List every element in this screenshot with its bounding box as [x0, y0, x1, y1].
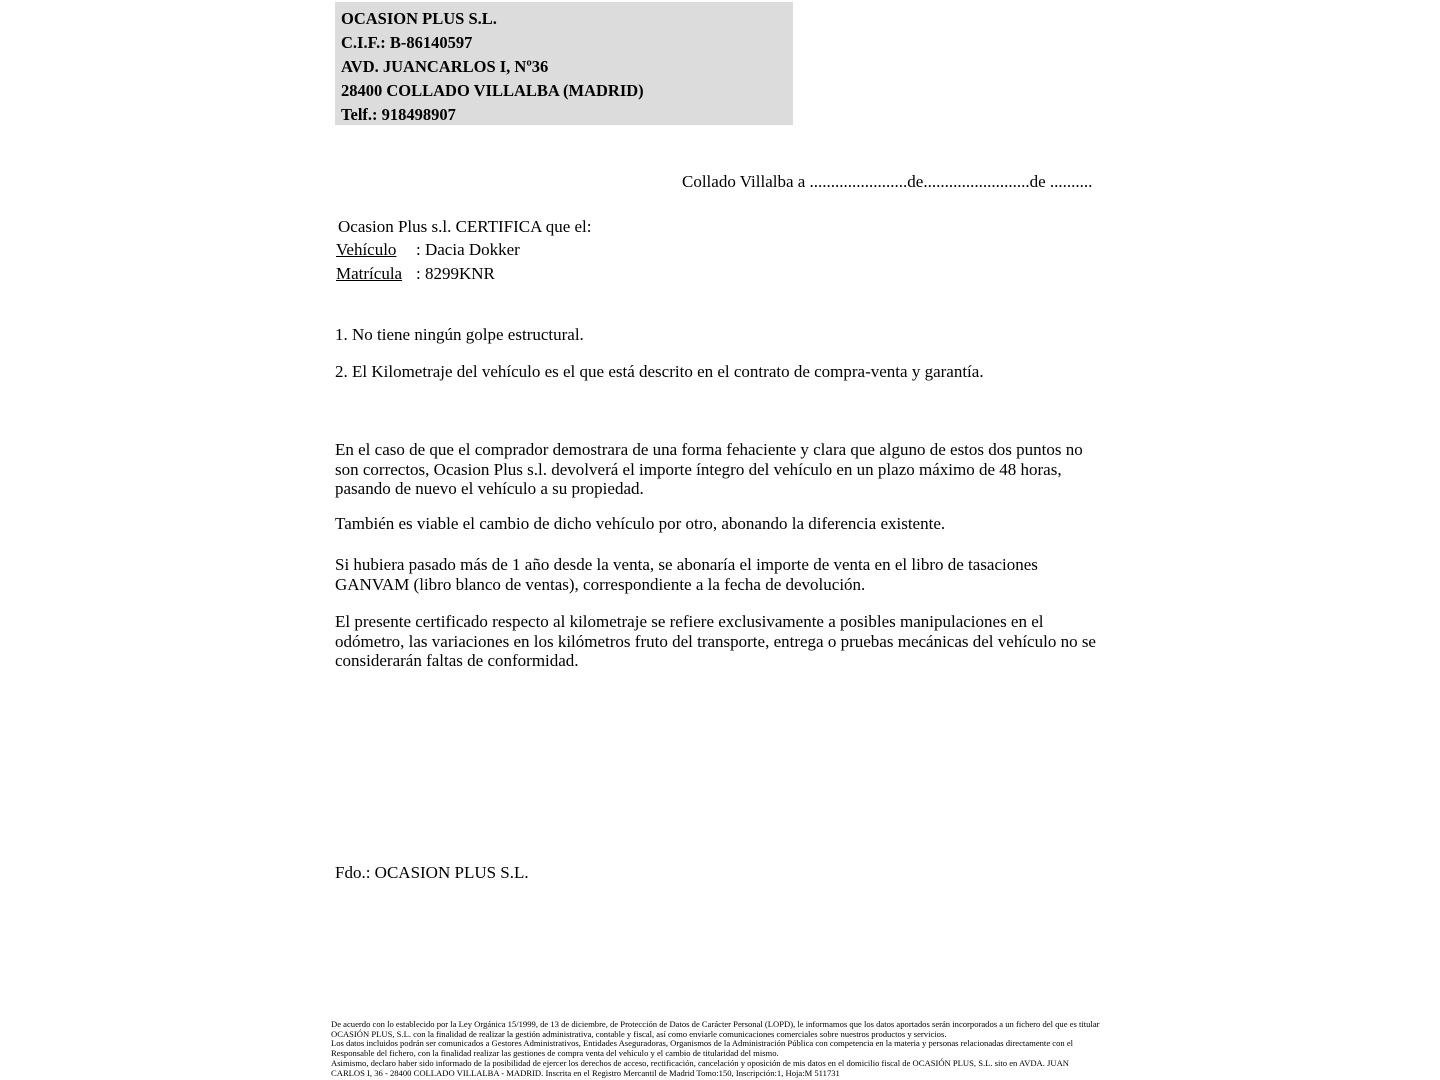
company-city: 28400 COLLADO VILLALBA (MADRID) — [341, 81, 644, 100]
vehicle-value: : Dacia Dokker — [416, 240, 520, 259]
legal-fine-print — [331, 1020, 1103, 1078]
vehicle-row — [336, 240, 520, 260]
terms-paragraph-exchange: También es viable el cambio de dicho vehículo por otro, abonando la diferencia existente. — [335, 514, 946, 533]
company-address: AVD. JUANCARLOS I, Nº36 — [341, 57, 549, 76]
company-phone: Telf.: 918498907 — [341, 105, 456, 124]
plate-value: : 8299KNR — [416, 264, 495, 283]
terms-paragraph-ganvam: Si hubiera pasado más de 1 año desde la venta, se abonaría el importe de venta en el libro de tasaciones GANVAM (libro blanco de ventas), correspondiente a la fecha de devolución. — [335, 555, 1038, 594]
certificate-point-2: 2. El Kilometraje del vehículo es el que está descrito en el contrato de compra-venta y garantía. — [335, 362, 984, 381]
plate-row — [336, 264, 495, 284]
vehicle-label: Vehículo — [336, 240, 397, 259]
certificate-point-1: 1. No tiene ningún golpe estructural. — [335, 325, 584, 344]
company-header-box — [335, 2, 793, 125]
legal-paragraph-data-sharing: Los datos incluidos podrán ser comunicados a Gestores Administrativos, Entidades Aseguradoras, Organismos de la Administración Pública con competencia en la materia y personas relacionadas directamente con el Responsable del fichero, con la finalidad realizar las gestiones de compra venta del vehículo y el cambio de titularidad del mismo. — [331, 1038, 1074, 1059]
legal-paragraph-rights: Asimismo, declaro haber sido informado de la posibilidad de ejercer los derechos de acceso, rectificación, cancelación y oposición de mis datos en el domicilio fiscal de OCASIÓN PLUS, S.L. sito en AVDA. JUAN CARLOS I, 36 - 28400 COLLADO VILLALBA - MADRID. Inscrita en el Registro Mercantil de Madrid Tomo:150, Inscripción:1, Hoja:M 511731 — [331, 1057, 1070, 1078]
company-cif: C.I.F.: B-86140597 — [341, 33, 473, 52]
signature-line: Fdo.: OCASION PLUS S.L. — [335, 863, 529, 882]
terms-paragraph-odometer: El presente certificado respecto al kilometraje se refiere exclusivamente a posibles manipulaciones en el odómetro, las variaciones en los kilómetros fruto del transporte, entrega o pruebas mecánicas del vehículo no se considerarán faltas de conformidad. — [335, 612, 1096, 671]
plate-label: Matrícula — [336, 264, 403, 283]
terms-paragraph-refund: En el caso de que el comprador demostrara de una forma fehaciente y clara que alguno de estos dos puntos no son correctos, Ocasion Plus s.l. devolverá el importe íntegro del vehículo en un plazo máximo de 48 horas, pasando de nuevo el vehículo a su propiedad. — [335, 440, 1083, 499]
legal-paragraph-lopd: De acuerdo con lo establecido por la Ley Orgánica 15/1999, de 13 de diciembre, de Protección de Datos de Carácter Personal (LOPD), le informamos que los datos aportados serán incorporados a un fichero del que es titular OCASIÓN PLUS, S.L. con la finalidad de realizar la gestión administrativa, contable y fiscal, así como enviarle comunicaciones comerciales sobre nuestros productos y servicios. — [331, 1019, 1100, 1039]
date-line: Collado Villalba a .......................de.........................de .......... — [682, 172, 1093, 191]
certifies-line: Ocasion Plus s.l. CERTIFICA que el: — [338, 217, 592, 236]
company-name: OCASION PLUS S.L. — [341, 9, 497, 28]
